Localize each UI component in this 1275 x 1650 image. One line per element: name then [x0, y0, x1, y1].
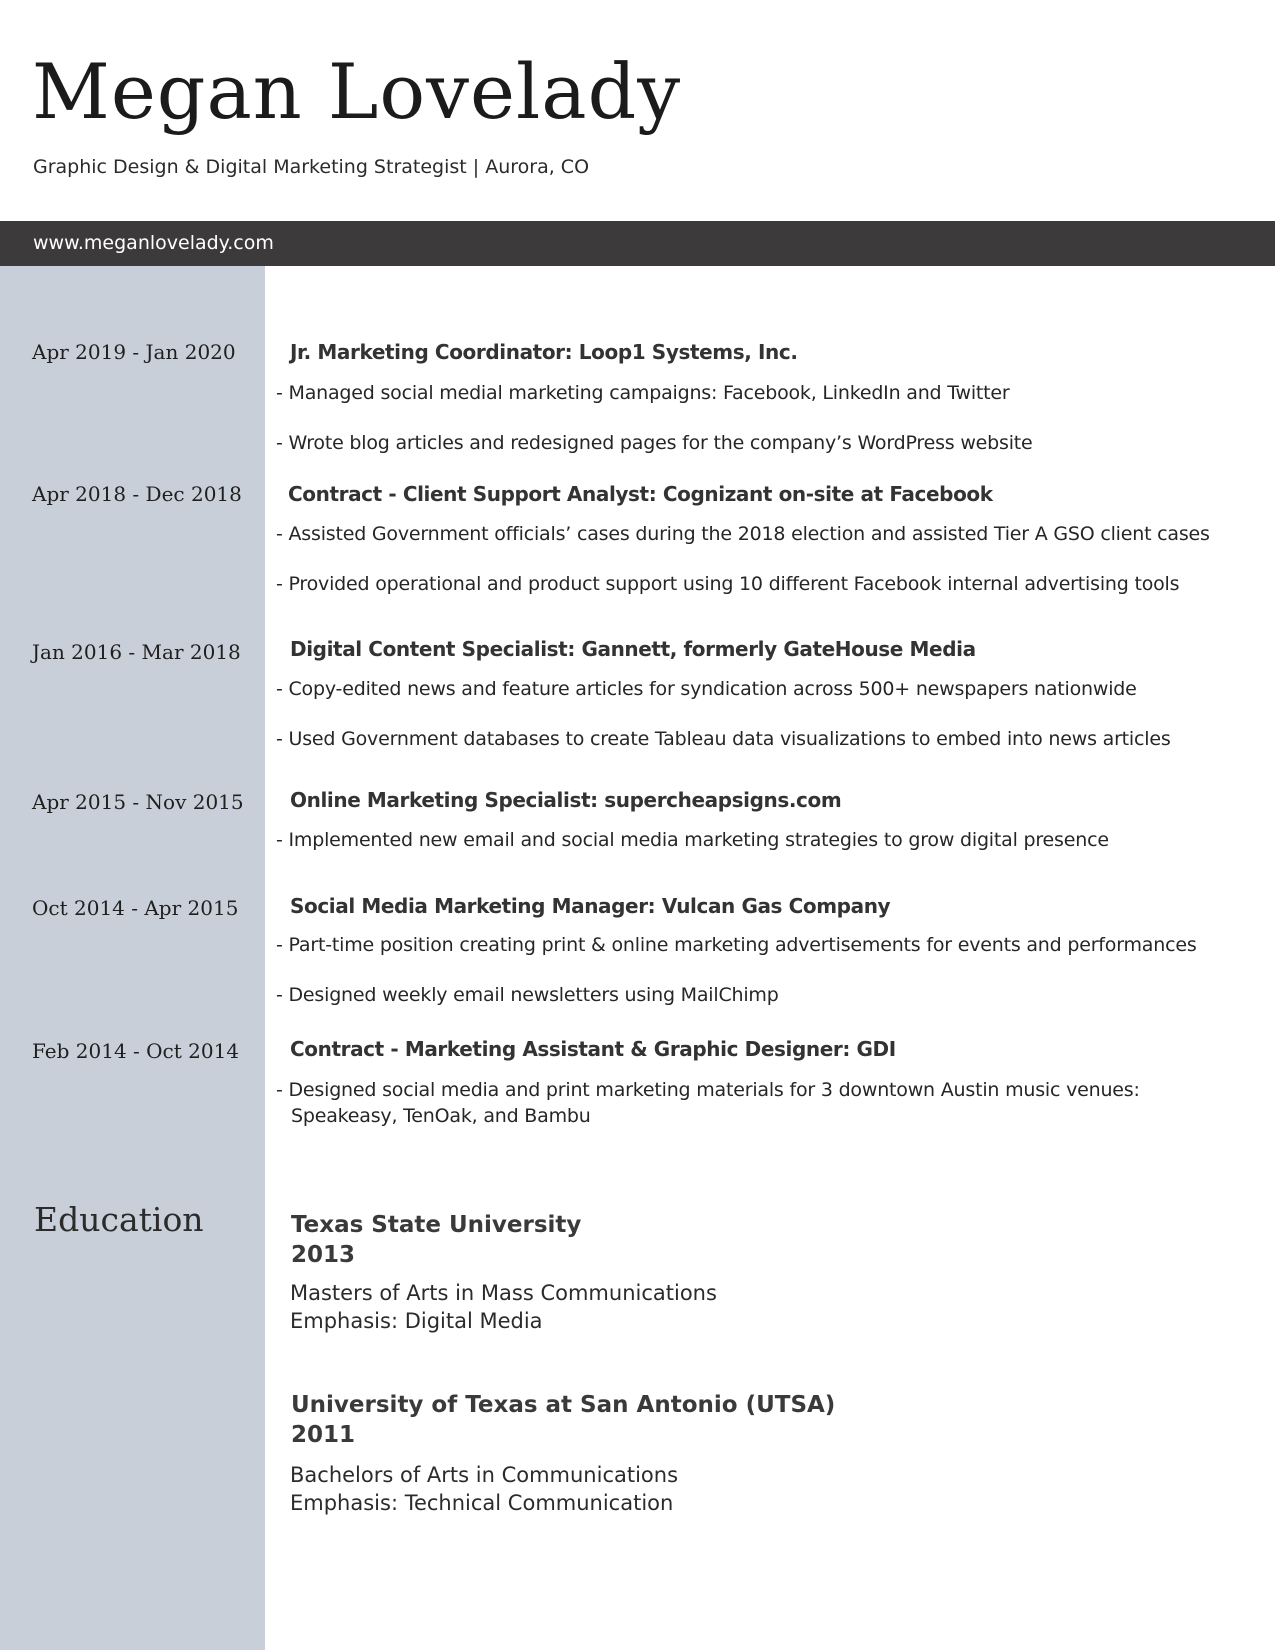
job-bullet: - Provided operational and product support using 10 different Facebook internal advertising tools [276, 573, 1180, 595]
job-dates: Apr 2015 - Nov 2015 [32, 790, 244, 814]
job-dates: Oct 2014 - Apr 2015 [32, 896, 239, 920]
job-bullet: - Designed social media and print marketing materials for 3 downtown Austin music venues: Speakeasy, TenOak, and Bambu [276, 1079, 1140, 1127]
job-title: Digital Content Specialist: Gannett, formerly GateHouse Media [290, 637, 976, 661]
education-heading: Education [34, 1200, 204, 1239]
degree: Bachelors of Arts in Communications [290, 1463, 679, 1487]
left-sidebar [0, 266, 265, 1650]
resume-header [0, 0, 1275, 221]
job-bullet: - Part-time position creating print & online marketing advertisements for events and performances [276, 934, 1197, 956]
degree: Masters of Arts in Mass Communications [290, 1281, 717, 1305]
job-bullet: - Copy-edited news and feature articles for syndication across 500+ newspapers nationwide [276, 678, 1137, 700]
job-dates: Apr 2019 - Jan 2020 [32, 340, 236, 364]
job-bullet: - Used Government databases to create Tableau data visualizations to embed into news articles [276, 728, 1171, 750]
graduation-year: 2013 [291, 1242, 356, 1268]
job-title: Jr. Marketing Coordinator: Loop1 Systems, Inc. [290, 340, 798, 364]
job-bullet: - Designed weekly email newsletters using MailChimp [276, 984, 779, 1006]
graduation-year: 2011 [291, 1422, 356, 1448]
website-link[interactable]: www.meganlovelady.com [33, 232, 274, 254]
website-bar [0, 221, 1275, 266]
job-title: Social Media Marketing Manager: Vulcan Gas Company [290, 894, 891, 918]
job-dates: Feb 2014 - Oct 2014 [32, 1039, 240, 1063]
job-bullet: - Implemented new email and social media marketing strategies to grow digital presence [276, 829, 1109, 851]
job-bullet: - Wrote blog articles and redesigned pages for the company’s WordPress website [276, 432, 1033, 454]
job-bullet: - Assisted Government officials’ cases during the 2018 election and assisted Tier A GSO client cases [276, 523, 1210, 545]
job-dates: Jan 2016 - Mar 2018 [32, 640, 241, 664]
job-title: Contract - Client Support Analyst: Cognizant on-site at Facebook [288, 482, 993, 506]
candidate-name: Megan Lovelady [32, 47, 682, 136]
school-name: University of Texas at San Antonio (UTSA) [291, 1392, 836, 1418]
job-title: Contract - Marketing Assistant & Graphic Designer: GDI [290, 1037, 896, 1061]
job-dates: Apr 2018 - Dec 2018 [32, 482, 242, 506]
tagline: Graphic Design & Digital Marketing Strategist | Aurora, CO [33, 156, 590, 178]
degree-emphasis: Emphasis: Technical Communication [290, 1491, 674, 1515]
job-bullet: - Managed social medial marketing campaigns: Facebook, LinkedIn and Twitter [276, 382, 1010, 404]
job-title: Online Marketing Specialist: supercheapsigns.com [290, 788, 842, 812]
school-name: Texas State University [291, 1212, 582, 1238]
degree-emphasis: Emphasis: Digital Media [290, 1309, 543, 1333]
